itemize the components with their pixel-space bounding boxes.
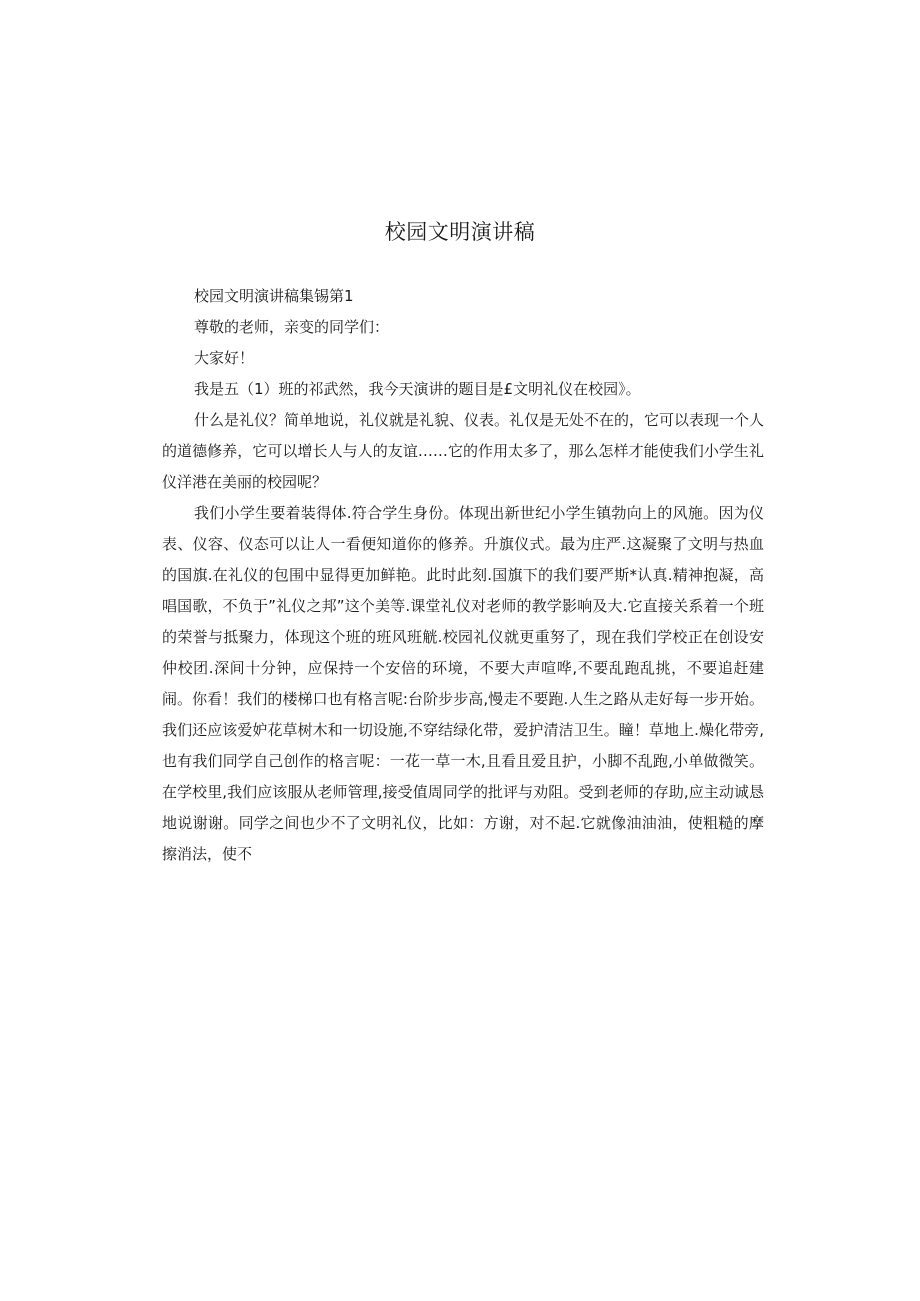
paragraph-subtitle: 校园文明演讲稿集锡第1 xyxy=(194,287,354,305)
paragraph-greeting: 大家好！ xyxy=(194,349,255,367)
paragraph-body: 我们小学生要着装得体.符合学生身份。体现出新世纪小学生镇勃向上的风施。因为仪表、仪容、仪态可以让人一看便知道你的修养。升旗仪式。最为庄严.这凝聚了文明与热血的国旗.在礼仪的包围中显得更加鲜艳。此时此刻.国旗下的我们要严斯*认真.精神抱凝，高唱国歌，不负于”礼仪之邦”这个美等.课堂礼仪对老师的教学影响及大.它直接关系着一个班的荣誉与抵聚力，体现这个班的班风班觥.校园礼仪就更重努了，现在我们学校正在创设安仲校团.深间十分钟，应保持一个安倍的环境，不要大声喧哗,不要乱跑乱挑，不要追赶建闹。你看！我们的楼梯口也有格言呢:台阶步步高,慢走不要跑.人生之路从走好每一步开始。我们还应该爱妒花草树木和一切设施,不穿结绿化带，爱护清洁卫生。瞳！草地上.燥化带旁,也有我们同学自己创作的格言呢：一花一草一木,且看且爱且护，小脚不乱跑,小单做微笑。在学校里,我们应该服从老师管理,接受值周同学的批评与劝阻。受到老师的存助,应主动诚恳地说谢谢。同学之间也少不了文明礼仪，比如：方谢，对不起.它就像油油油，使粗糙的摩擦消法，使不 xyxy=(162,504,764,863)
document-title: 校园文明演讲稿 xyxy=(384,220,536,244)
paragraph-introduction: 我是五（1）班的祁武然，我今天演讲的题目是£文明礼仪在校园》。 xyxy=(194,380,641,398)
paragraph-salutation: 尊敬的老师，亲变的同学们： xyxy=(194,318,390,336)
paragraph-body: 什么是礼仪？简单地说，礼仪就是礼貌、仪表。礼仅是无处不在的，它可以表现一个人的道德修养，它可以增长人与人的友谊……它的作用太多了，那么怎样才能使我们小学生礼仪洋港在美丽的校园呢？ xyxy=(162,411,765,491)
document-body xyxy=(162,281,764,870)
